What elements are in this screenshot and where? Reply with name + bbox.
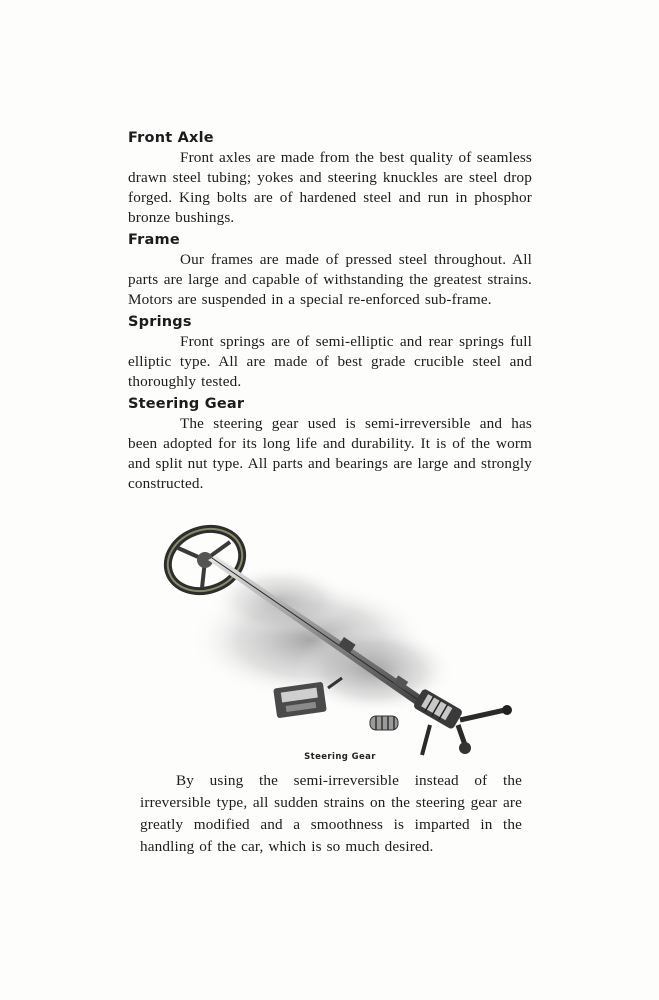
section-frame	[128, 230, 532, 310]
section-front-axle	[128, 128, 532, 228]
section-paragraph: The steering gear used is semi-irreversible and has been adopted for its long life and durability. It is of the worm and split nut type. All parts and bearings are large and strongly constructed.	[128, 415, 532, 492]
section-paragraph: Our frames are made of pressed steel throughout. All parts are large and capable of withstanding the greatest strains. Motors are suspended in a special re-enforced sub-frame.	[128, 251, 532, 308]
section-paragraph: Front axles are made from the best quality of seamless drawn steel tubing; yokes and steering knuckles are steel drop forged. King bolts are of hardened steel and run in phosphor bronze bushings.	[128, 149, 532, 226]
section-steering-gear	[128, 394, 532, 494]
section-paragraph: Front springs are of semi-elliptic and rear springs full elliptic type. All are made of best grade crucible steel and thoroughly tested.	[128, 333, 532, 390]
closing-paragraph: By using the semi-irreversible instead of the irreversible type, all sudden strains on the steering gear are greatly modified and a smoothness is imparted in the handling of the car, which is so much desired.	[140, 772, 522, 855]
section-springs	[128, 312, 532, 392]
section-heading: Springs	[128, 314, 192, 330]
section-heading: Front Axle	[128, 130, 214, 146]
section-heading: Steering Gear	[128, 396, 245, 412]
text-body	[128, 128, 532, 496]
steering-gear-photo	[160, 520, 520, 770]
figure-caption: Steering Gear	[304, 752, 376, 762]
section-heading: Frame	[128, 232, 180, 248]
